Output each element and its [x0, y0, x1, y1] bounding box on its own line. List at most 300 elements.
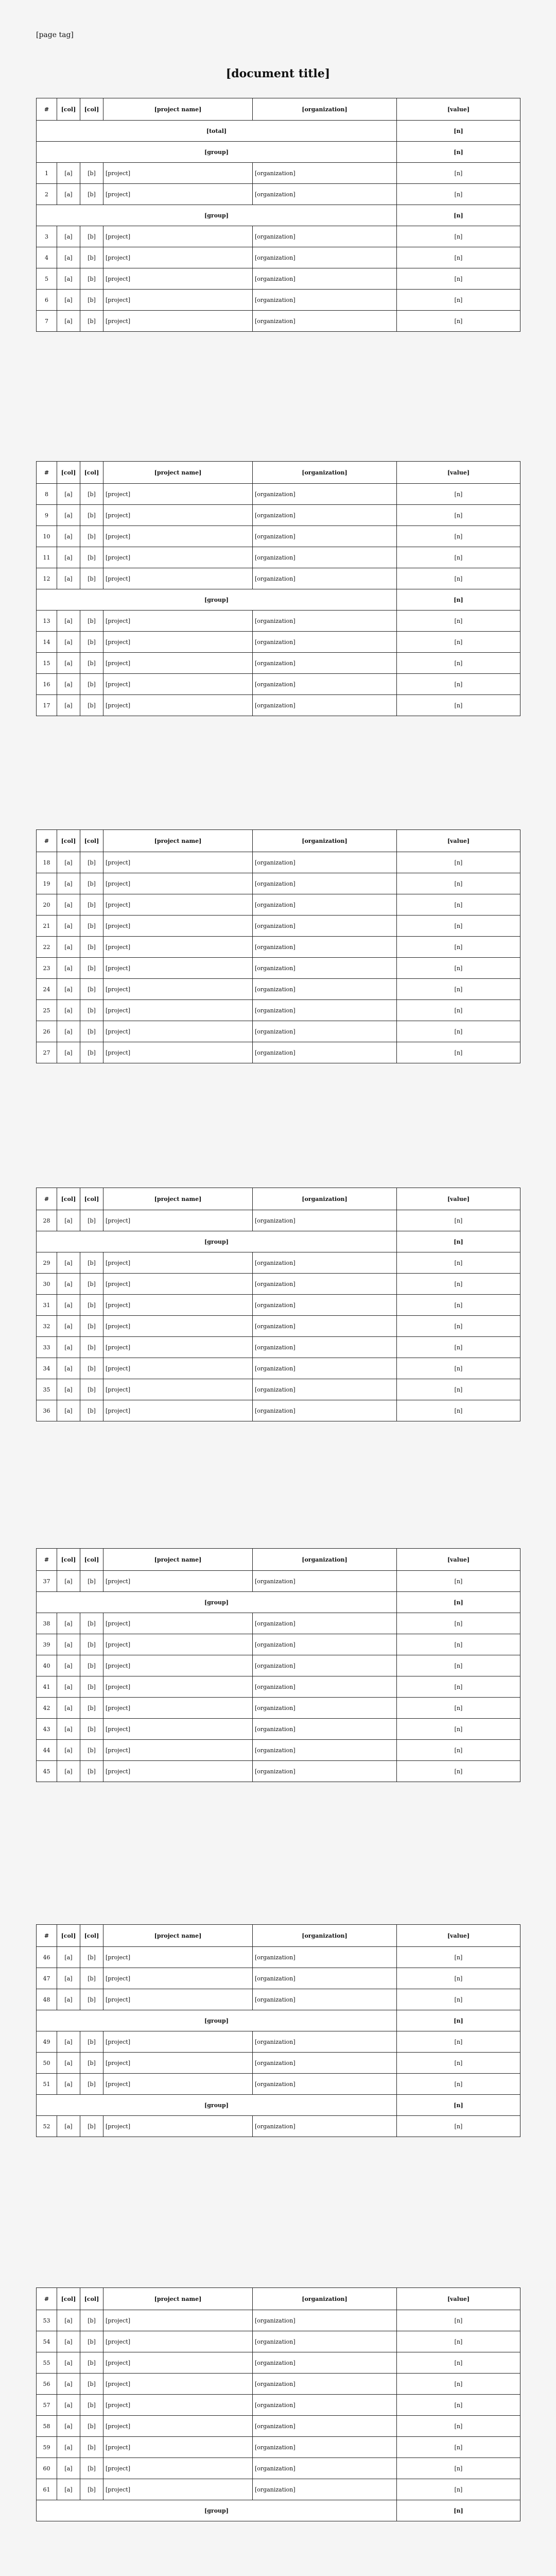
- table-cell: [b]: [80, 1295, 103, 1316]
- table-cell: [b]: [80, 526, 103, 547]
- table-cell: [b]: [80, 311, 103, 332]
- table-cell: [b]: [80, 184, 103, 205]
- table-cell: [b]: [80, 852, 103, 873]
- table-cell: 14: [37, 632, 57, 653]
- table-cell: [a]: [57, 632, 80, 653]
- table-cell: [b]: [80, 2053, 103, 2074]
- table-cell: [a]: [57, 484, 80, 505]
- table-cell: [n]: [397, 2116, 520, 2137]
- project-table: [36, 1924, 520, 2137]
- table-cell: [organization]: [253, 1761, 397, 1782]
- table-cell: [project]: [103, 979, 253, 1000]
- table-cell: [project]: [103, 2352, 253, 2374]
- table-cell: [organization]: [253, 653, 397, 674]
- table-cell: [project]: [103, 484, 253, 505]
- table-cell: 17: [37, 695, 57, 716]
- table-row: [37, 1400, 520, 1421]
- table-cell: [project]: [103, 2374, 253, 2395]
- section-label: [group]: [37, 1231, 397, 1252]
- table-row: [37, 1358, 520, 1379]
- table-cell: [n]: [397, 1989, 520, 2010]
- column-header: [col]: [80, 1549, 103, 1571]
- table-cell: [organization]: [253, 894, 397, 916]
- project-table: [36, 1548, 520, 1782]
- table-row: [37, 894, 520, 916]
- table-cell: [project]: [103, 1379, 253, 1400]
- table-cell: [b]: [80, 1719, 103, 1740]
- table-cell: [organization]: [253, 937, 397, 958]
- table-cell: [a]: [57, 247, 80, 268]
- table-cell: [n]: [397, 2437, 520, 2458]
- table-cell: 6: [37, 290, 57, 311]
- table-cell: [a]: [57, 1989, 80, 2010]
- section-row: [37, 121, 520, 142]
- table-cell: [project]: [103, 653, 253, 674]
- table-cell: [a]: [57, 547, 80, 568]
- table-cell: 34: [37, 1358, 57, 1379]
- table-row: [37, 1989, 520, 2010]
- table-cell: [a]: [57, 937, 80, 958]
- table-cell: [organization]: [253, 1613, 397, 1634]
- section-value: [n]: [397, 142, 520, 163]
- table-cell: 42: [37, 1698, 57, 1719]
- table-row: [37, 2331, 520, 2352]
- table-cell: [n]: [397, 873, 520, 894]
- table-row: [37, 1571, 520, 1592]
- table-row: [37, 1042, 520, 1063]
- table-cell: 51: [37, 2074, 57, 2095]
- table-cell: [n]: [397, 916, 520, 937]
- table-cell: [organization]: [253, 1358, 397, 1379]
- table-page: [36, 2287, 520, 2521]
- table-cell: 32: [37, 1316, 57, 1337]
- table-cell: [n]: [397, 2458, 520, 2479]
- table-cell: [a]: [57, 979, 80, 1000]
- project-table: [36, 98, 520, 332]
- table-cell: [b]: [80, 163, 103, 184]
- table-cell: [b]: [80, 1000, 103, 1021]
- column-header: #: [37, 1549, 57, 1571]
- table-row: [37, 290, 520, 311]
- table-cell: [organization]: [253, 611, 397, 632]
- column-header: [col]: [57, 462, 80, 484]
- table-cell: [project]: [103, 2395, 253, 2416]
- table-row: [37, 2416, 520, 2437]
- table-cell: [n]: [397, 611, 520, 632]
- table-cell: [organization]: [253, 1634, 397, 1655]
- table-cell: [organization]: [253, 290, 397, 311]
- table-cell: [a]: [57, 2031, 80, 2053]
- table-cell: [a]: [57, 1379, 80, 1400]
- table-cell: [project]: [103, 2031, 253, 2053]
- table-cell: [project]: [103, 2116, 253, 2137]
- column-header: [value]: [397, 462, 520, 484]
- table-row: [37, 674, 520, 695]
- column-header: [organization]: [253, 2288, 397, 2310]
- table-cell: [project]: [103, 2053, 253, 2074]
- table-cell: [a]: [57, 873, 80, 894]
- table-cell: [organization]: [253, 226, 397, 247]
- table-cell: [organization]: [253, 1400, 397, 1421]
- column-header: [col]: [57, 98, 80, 121]
- table-cell: [b]: [80, 894, 103, 916]
- table-cell: [a]: [57, 653, 80, 674]
- table-row: [37, 1613, 520, 1634]
- table-row: [37, 268, 520, 290]
- column-header: [project name]: [103, 462, 253, 484]
- table-cell: [a]: [57, 2310, 80, 2331]
- table-cell: 13: [37, 611, 57, 632]
- table-cell: [project]: [103, 1698, 253, 1719]
- table-cell: [a]: [57, 1400, 80, 1421]
- table-cell: [n]: [397, 852, 520, 873]
- table-cell: [b]: [80, 1379, 103, 1400]
- project-table: [36, 829, 520, 1063]
- table-cell: [b]: [80, 873, 103, 894]
- table-cell: [n]: [397, 2479, 520, 2500]
- table-row: [37, 311, 520, 332]
- table-cell: [project]: [103, 873, 253, 894]
- table-cell: 21: [37, 916, 57, 937]
- section-row: [37, 2500, 520, 2521]
- table-row: [37, 505, 520, 526]
- table-cell: 16: [37, 674, 57, 695]
- table-cell: [a]: [57, 2374, 80, 2395]
- table-row: [37, 1676, 520, 1698]
- table-cell: [organization]: [253, 1316, 397, 1337]
- table-cell: [a]: [57, 1210, 80, 1231]
- table-cell: 39: [37, 1634, 57, 1655]
- table-cell: 25: [37, 1000, 57, 1021]
- table-row: [37, 1274, 520, 1295]
- table-cell: [project]: [103, 1655, 253, 1676]
- table-cell: [project]: [103, 568, 253, 589]
- table-cell: [a]: [57, 1042, 80, 1063]
- table-cell: [a]: [57, 290, 80, 311]
- table-cell: 24: [37, 979, 57, 1000]
- table-cell: [a]: [57, 505, 80, 526]
- table-cell: 19: [37, 873, 57, 894]
- table-cell: [n]: [397, 1316, 520, 1337]
- column-header: [col]: [57, 1925, 80, 1947]
- section-value: [n]: [397, 589, 520, 611]
- column-header: [col]: [57, 1188, 80, 1210]
- table-cell: [a]: [57, 2458, 80, 2479]
- table-row: [37, 1252, 520, 1274]
- table-cell: [n]: [397, 1400, 520, 1421]
- table-row: [37, 2310, 520, 2331]
- section-value: [n]: [397, 205, 520, 226]
- column-header: [project name]: [103, 830, 253, 852]
- table-row: [37, 852, 520, 873]
- table-cell: [organization]: [253, 268, 397, 290]
- table-row: [37, 484, 520, 505]
- table-cell: [a]: [57, 1676, 80, 1698]
- section-row: [37, 2095, 520, 2116]
- table-cell: [b]: [80, 2458, 103, 2479]
- table-cell: [organization]: [253, 2479, 397, 2500]
- table-cell: [a]: [57, 958, 80, 979]
- table-cell: [n]: [397, 1274, 520, 1295]
- column-header: #: [37, 1925, 57, 1947]
- table-cell: [organization]: [253, 2053, 397, 2074]
- table-cell: [n]: [397, 2352, 520, 2374]
- column-header: [col]: [57, 1549, 80, 1571]
- table-cell: [organization]: [253, 852, 397, 873]
- column-header: [col]: [80, 98, 103, 121]
- table-header-row: [37, 462, 520, 484]
- column-header: [value]: [397, 98, 520, 121]
- table-page: [36, 1188, 520, 1421]
- section-label: [group]: [37, 205, 397, 226]
- table-cell: [project]: [103, 1316, 253, 1337]
- table-cell: [project]: [103, 163, 253, 184]
- table-cell: [a]: [57, 526, 80, 547]
- table-cell: 18: [37, 852, 57, 873]
- table-cell: [b]: [80, 1358, 103, 1379]
- table-cell: [b]: [80, 695, 103, 716]
- project-table: [36, 1188, 520, 1421]
- table-cell: 22: [37, 937, 57, 958]
- table-cell: [b]: [80, 653, 103, 674]
- table-row: [37, 2458, 520, 2479]
- table-cell: [organization]: [253, 1252, 397, 1274]
- table-cell: [b]: [80, 2479, 103, 2500]
- table-row: [37, 2116, 520, 2137]
- table-row: [37, 1655, 520, 1676]
- table-cell: [b]: [80, 1613, 103, 1634]
- table-cell: [a]: [57, 1740, 80, 1761]
- table-cell: 58: [37, 2416, 57, 2437]
- table-cell: [n]: [397, 2053, 520, 2074]
- table-cell: [a]: [57, 1000, 80, 1021]
- table-cell: [b]: [80, 2395, 103, 2416]
- table-cell: 1: [37, 163, 57, 184]
- table-cell: [a]: [57, 2331, 80, 2352]
- table-cell: [a]: [57, 2116, 80, 2137]
- table-cell: 40: [37, 1655, 57, 1676]
- table-cell: [organization]: [253, 2310, 397, 2331]
- section-label: [group]: [37, 2095, 397, 2116]
- table-cell: [a]: [57, 2437, 80, 2458]
- table-row: [37, 2437, 520, 2458]
- table-cell: [a]: [57, 611, 80, 632]
- table-cell: [organization]: [253, 484, 397, 505]
- table-cell: [organization]: [253, 1719, 397, 1740]
- table-cell: [n]: [397, 958, 520, 979]
- column-header: [organization]: [253, 1925, 397, 1947]
- table-cell: 55: [37, 2352, 57, 2374]
- table-cell: [project]: [103, 852, 253, 873]
- table-cell: [project]: [103, 311, 253, 332]
- table-cell: [a]: [57, 1634, 80, 1655]
- table-cell: [organization]: [253, 2074, 397, 2095]
- table-cell: 15: [37, 653, 57, 674]
- table-cell: 3: [37, 226, 57, 247]
- table-cell: [organization]: [253, 1968, 397, 1989]
- table-page: [36, 1548, 520, 1782]
- table-cell: [b]: [80, 937, 103, 958]
- table-row: [37, 1316, 520, 1337]
- table-row: [37, 2352, 520, 2374]
- table-cell: 61: [37, 2479, 57, 2500]
- table-cell: [a]: [57, 1613, 80, 1634]
- table-cell: [project]: [103, 894, 253, 916]
- table-row: [37, 1698, 520, 1719]
- column-header: [project name]: [103, 1549, 253, 1571]
- table-cell: [a]: [57, 1947, 80, 1968]
- table-cell: [organization]: [253, 695, 397, 716]
- table-cell: [organization]: [253, 2374, 397, 2395]
- table-cell: [b]: [80, 1042, 103, 1063]
- table-row: [37, 1337, 520, 1358]
- table-row: [37, 1947, 520, 1968]
- table-cell: [b]: [80, 611, 103, 632]
- table-cell: [n]: [397, 526, 520, 547]
- column-header: [col]: [80, 462, 103, 484]
- column-header: [organization]: [253, 830, 397, 852]
- table-cell: [organization]: [253, 184, 397, 205]
- table-cell: [a]: [57, 1655, 80, 1676]
- table-cell: [b]: [80, 674, 103, 695]
- table-cell: [organization]: [253, 311, 397, 332]
- table-cell: [organization]: [253, 2395, 397, 2416]
- table-cell: [organization]: [253, 547, 397, 568]
- table-cell: [project]: [103, 2437, 253, 2458]
- table-cell: [a]: [57, 184, 80, 205]
- table-header-row: [37, 1925, 520, 1947]
- table-cell: [b]: [80, 568, 103, 589]
- table-cell: [project]: [103, 1358, 253, 1379]
- section-label: [group]: [37, 2500, 397, 2521]
- table-cell: [a]: [57, 894, 80, 916]
- table-cell: [a]: [57, 1761, 80, 1782]
- table-row: [37, 653, 520, 674]
- table-cell: [n]: [397, 184, 520, 205]
- table-cell: [b]: [80, 1761, 103, 1782]
- table-cell: [b]: [80, 547, 103, 568]
- column-header: [col]: [80, 830, 103, 852]
- table-cell: [organization]: [253, 2331, 397, 2352]
- table-cell: [organization]: [253, 2352, 397, 2374]
- table-cell: 41: [37, 1676, 57, 1698]
- table-cell: [organization]: [253, 1676, 397, 1698]
- table-cell: [a]: [57, 1021, 80, 1042]
- table-cell: 8: [37, 484, 57, 505]
- table-cell: [a]: [57, 1698, 80, 1719]
- table-cell: [n]: [397, 1655, 520, 1676]
- table-cell: [a]: [57, 1337, 80, 1358]
- table-cell: [n]: [397, 1613, 520, 1634]
- table-cell: [organization]: [253, 163, 397, 184]
- column-header: #: [37, 2288, 57, 2310]
- table-row: [37, 979, 520, 1000]
- table-cell: 38: [37, 1613, 57, 1634]
- column-header: [value]: [397, 1188, 520, 1210]
- table-row: [37, 2031, 520, 2053]
- table-cell: [n]: [397, 290, 520, 311]
- table-cell: [organization]: [253, 2437, 397, 2458]
- table-row: [37, 2374, 520, 2395]
- table-cell: [n]: [397, 1042, 520, 1063]
- table-cell: [a]: [57, 1252, 80, 1274]
- table-cell: [b]: [80, 916, 103, 937]
- table-row: [37, 611, 520, 632]
- table-cell: [organization]: [253, 2458, 397, 2479]
- table-cell: [project]: [103, 1400, 253, 1421]
- section-row: [37, 142, 520, 163]
- table-cell: [b]: [80, 2331, 103, 2352]
- table-cell: [b]: [80, 1655, 103, 1676]
- table-cell: 28: [37, 1210, 57, 1231]
- table-cell: [project]: [103, 2458, 253, 2479]
- table-cell: [a]: [57, 2074, 80, 2095]
- table-cell: [organization]: [253, 674, 397, 695]
- table-cell: [organization]: [253, 2416, 397, 2437]
- table-cell: [b]: [80, 632, 103, 653]
- column-header: [value]: [397, 1925, 520, 1947]
- table-cell: [b]: [80, 1634, 103, 1655]
- table-cell: [n]: [397, 2374, 520, 2395]
- table-cell: [organization]: [253, 1337, 397, 1358]
- table-page: [36, 829, 520, 1063]
- table-cell: [organization]: [253, 1295, 397, 1316]
- table-cell: [b]: [80, 958, 103, 979]
- table-cell: [b]: [80, 1274, 103, 1295]
- table-row: [37, 1719, 520, 1740]
- table-cell: [n]: [397, 1379, 520, 1400]
- table-row: [37, 1021, 520, 1042]
- table-cell: 20: [37, 894, 57, 916]
- table-cell: [n]: [397, 1698, 520, 1719]
- table-cell: [n]: [397, 1740, 520, 1761]
- table-cell: [project]: [103, 1337, 253, 1358]
- section-row: [37, 1231, 520, 1252]
- column-header: [col]: [57, 830, 80, 852]
- section-value: [n]: [397, 2095, 520, 2116]
- column-header: [project name]: [103, 1925, 253, 1947]
- table-cell: [n]: [397, 2331, 520, 2352]
- table-cell: 10: [37, 526, 57, 547]
- table-cell: [project]: [103, 611, 253, 632]
- table-cell: [project]: [103, 2310, 253, 2331]
- table-cell: [b]: [80, 2074, 103, 2095]
- table-cell: [n]: [397, 695, 520, 716]
- table-cell: [organization]: [253, 1740, 397, 1761]
- table-cell: 7: [37, 311, 57, 332]
- column-header: [col]: [80, 1188, 103, 1210]
- table-cell: [b]: [80, 1571, 103, 1592]
- table-cell: 29: [37, 1252, 57, 1274]
- section-value: [n]: [397, 1231, 520, 1252]
- table-cell: [a]: [57, 2352, 80, 2374]
- table-cell: [project]: [103, 2416, 253, 2437]
- table-cell: 12: [37, 568, 57, 589]
- table-cell: [a]: [57, 1316, 80, 1337]
- table-cell: [project]: [103, 1740, 253, 1761]
- table-cell: [a]: [57, 268, 80, 290]
- table-row: [37, 184, 520, 205]
- table-cell: 4: [37, 247, 57, 268]
- table-cell: [b]: [80, 1210, 103, 1231]
- table-cell: [project]: [103, 1021, 253, 1042]
- table-cell: [b]: [80, 290, 103, 311]
- table-cell: [b]: [80, 1337, 103, 1358]
- table-cell: [b]: [80, 2031, 103, 2053]
- table-cell: 47: [37, 1968, 57, 1989]
- table-cell: [a]: [57, 1358, 80, 1379]
- table-cell: [organization]: [253, 873, 397, 894]
